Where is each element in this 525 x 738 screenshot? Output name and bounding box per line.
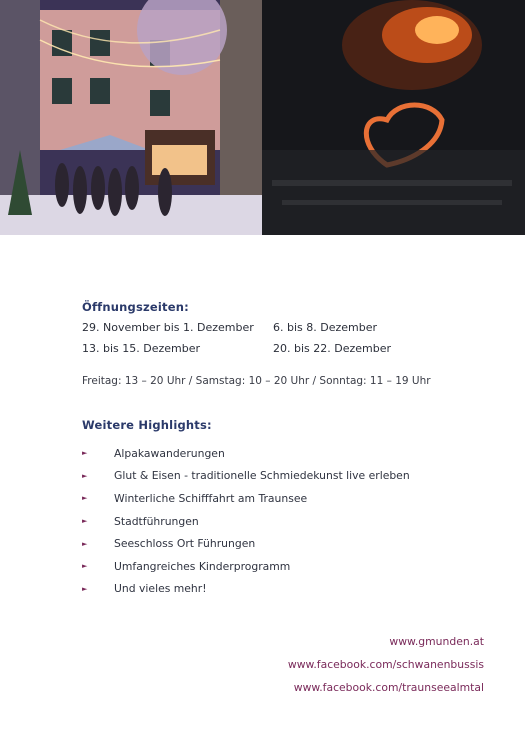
- list-item: [82, 465, 502, 488]
- header-photos: [0, 0, 525, 235]
- date-range: 13. bis 15. Dezember: [82, 342, 201, 355]
- date-range: 29. November bis 1. Dezember: [82, 321, 254, 334]
- forge-heart-photo: [262, 0, 525, 235]
- christmas-market-illustration: [0, 0, 262, 235]
- list-item: [82, 442, 502, 465]
- bullet-icon: ►: [82, 584, 88, 593]
- gmunden-link[interactable]: www.gmunden.at: [389, 635, 484, 648]
- facebook-traunseealmtal-link[interactable]: www.facebook.com/traunseealmtal: [293, 681, 484, 694]
- date-range: 20. bis 22. Dezember: [273, 342, 392, 355]
- list-item-label: Alpakawanderungen: [114, 446, 225, 460]
- event-info: [82, 300, 502, 600]
- links-list: [288, 633, 484, 702]
- opening-dates: [82, 321, 502, 355]
- list-item-label: Glut & Eisen - traditionelle Schmiedekunst live erleben: [114, 469, 410, 483]
- bullet-icon: ►: [82, 471, 88, 480]
- list-item: [82, 487, 502, 510]
- list-item-label: Umfangreiches Kinderprogramm: [114, 559, 291, 573]
- list-item: [82, 555, 502, 578]
- date-range: 6. bis 8. Dezember: [273, 321, 378, 334]
- highlights-title: Weitere Highlights:: [82, 418, 212, 432]
- forge-heart-illustration: [262, 0, 525, 235]
- opening-hours-title: Öffnungszeiten:: [82, 300, 189, 314]
- bullet-icon: ►: [82, 449, 88, 458]
- christmas-market-photo: [0, 0, 262, 235]
- list-item-label: Winterliche Schifffahrt am Traunsee: [114, 491, 308, 505]
- list-item: [82, 578, 502, 601]
- opening-hours-text: Freitag: 13 – 20 Uhr / Samstag: 10 – 20 Uhr / Sonntag: 11 – 19 Uhr: [82, 375, 431, 387]
- list-item-label: Seeschloss Ort Führungen: [114, 537, 256, 551]
- bullet-icon: ►: [82, 539, 88, 548]
- bullet-icon: ►: [82, 494, 88, 503]
- highlights-list: [82, 442, 502, 600]
- list-item-label: Und vieles mehr!: [114, 582, 207, 596]
- bullet-icon: ►: [82, 562, 88, 571]
- facebook-schwanenbussis-link[interactable]: www.facebook.com/schwanenbussis: [287, 658, 484, 671]
- list-item: [82, 532, 502, 555]
- bullet-icon: ►: [82, 517, 88, 526]
- list-item-label: Stadtführungen: [114, 514, 199, 528]
- list-item: [82, 510, 502, 533]
